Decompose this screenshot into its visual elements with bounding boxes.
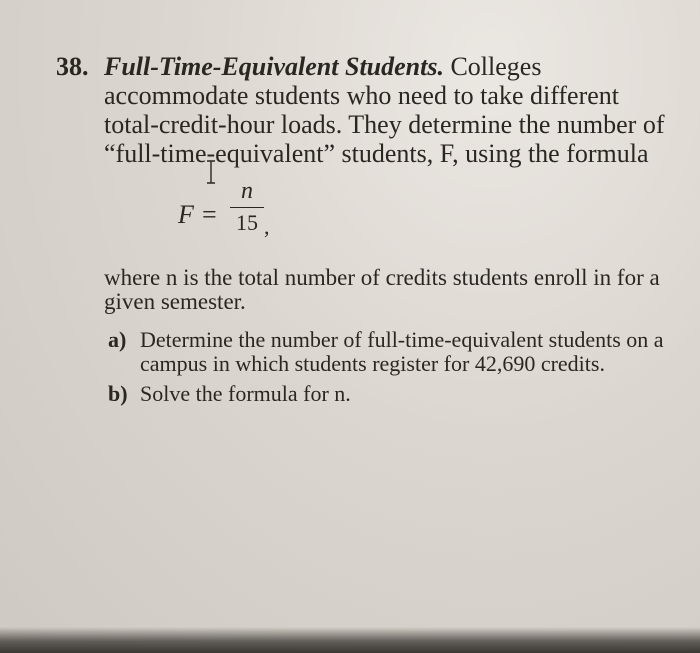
- formula: [56, 178, 666, 262]
- part-b-label: b): [108, 381, 128, 406]
- formula-numerator: n: [241, 178, 253, 204]
- formula-trailing: ,: [264, 214, 270, 239]
- text-cursor-icon: [204, 160, 218, 184]
- part-b: [108, 382, 666, 406]
- problem-number: 38.: [56, 52, 89, 81]
- problem-intro: Colleges accommodate students who need to take different total-credit-hour loads. They determine the number of “full-time-equivalent” students, F, using the formula: [104, 52, 665, 168]
- formula-equals: =: [202, 200, 217, 229]
- problem-header: [56, 52, 666, 168]
- part-b-text: Solve the formula for n.: [140, 381, 351, 406]
- formula-lhs: F: [178, 200, 194, 229]
- photo-bottom-edge: [0, 627, 700, 653]
- problem-title: Full-Time-Equivalent Students.: [104, 52, 444, 81]
- part-a-label: a): [108, 327, 127, 352]
- part-a: [108, 328, 666, 376]
- problem-parts: [56, 328, 666, 406]
- formula-explanation: where n is the total number of credits students enroll in for a given semester.: [104, 265, 660, 314]
- part-a-text: Determine the number of full-time-equivalent students on a campus in which students register for 42,690 credits.: [140, 327, 664, 376]
- problem-38: [56, 52, 666, 412]
- formula-fraction: [230, 178, 264, 236]
- fraction-bar: [230, 207, 264, 208]
- formula-denominator: 15: [236, 210, 258, 235]
